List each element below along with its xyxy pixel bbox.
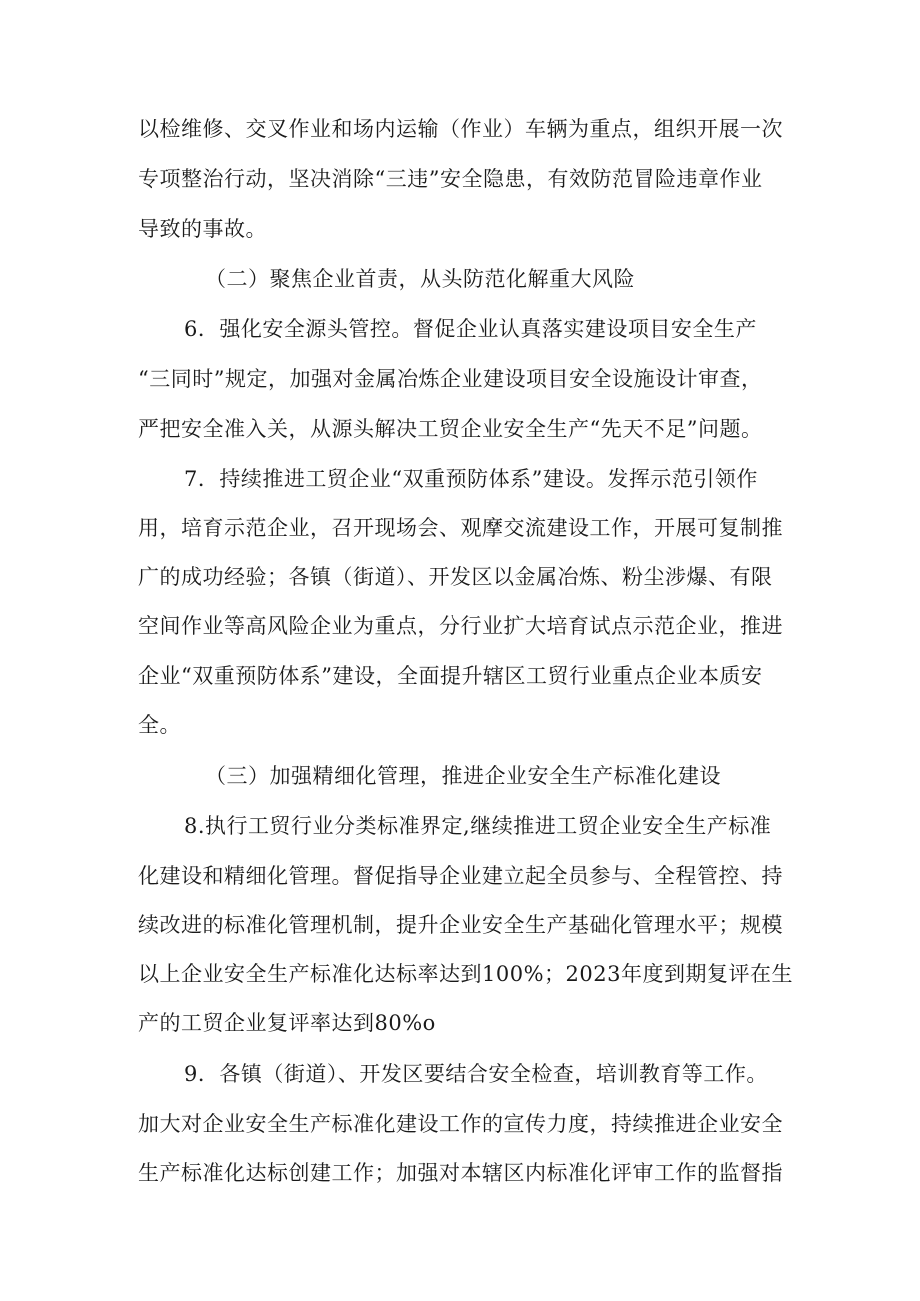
- text-line: 续改进的标准化管理机制，提升企业安全生产基础化管理水平；规模: [138, 913, 783, 937]
- text-line: 8.执行工贸行业分类标准界定,继续推进工贸企业安全生产标准: [184, 814, 772, 838]
- section-heading-2: （二）聚焦企业首责，从头防范化解重大风险: [205, 267, 635, 291]
- text-line: 以检维修、交叉作业和场内运输（作业）车辆为重点，组织开展一次: [138, 117, 783, 141]
- text-line: 广的成功经验；各镇（街道）、开发区以金属冶炼、粉尘涉爆、有限: [138, 565, 773, 589]
- text-line: 9．各镇（街道）、开发区要结合安全检查，培训教育等工作。: [184, 1062, 768, 1086]
- text-line: 导致的事故。: [138, 217, 267, 241]
- text-line: 6．强化安全源头管控。督促企业认真落实建设项目安全生产: [184, 317, 757, 341]
- text-line: 全。: [138, 713, 181, 737]
- text-line: 专项整治行动，坚决消除“三违”安全隐患，有效防范冒险违章作业: [138, 167, 763, 191]
- text-line: “三同时”规定，加强对金属冶炼企业建设项目安全设施设计审查，: [138, 367, 763, 391]
- text-line: 空间作业等高风险企业为重点，分行业扩大培育试点示范企业，推进: [138, 614, 783, 638]
- section-heading-3: （三）加强精细化管理，推进企业安全生产标准化建设: [205, 764, 721, 788]
- text-line: 严把安全准入关，从源头解决工贸企业安全生产“先天不足”问题。: [138, 417, 763, 441]
- text-line: 加大对企业安全生产标准化建设工作的宣传力度，持续推进企业安全: [138, 1112, 783, 1136]
- text-line: 以上企业安全生产标准化达标率达到100%；2023年度到期复评在生: [138, 962, 793, 986]
- text-line: 用，培育示范企业，召开现场会、观摩交流建设工作，开展可复制推: [138, 516, 783, 540]
- text-line: 7．持续推进工贸企业“双重预防体系”建设。发挥示范引领作: [184, 467, 758, 491]
- text-line: 生产标准化达标创建工作；加强对本辖区内标准化评审工作的监督指: [138, 1161, 783, 1185]
- text-line: 产的工贸企业复评率达到80%o: [138, 1011, 436, 1035]
- text-line: 企业“双重预防体系”建设，全面提升辖区工贸行业重点企业本质安: [138, 664, 763, 688]
- text-line: 化建设和精细化管理。督促指导企业建立起全员参与、全程管控、持: [138, 864, 783, 888]
